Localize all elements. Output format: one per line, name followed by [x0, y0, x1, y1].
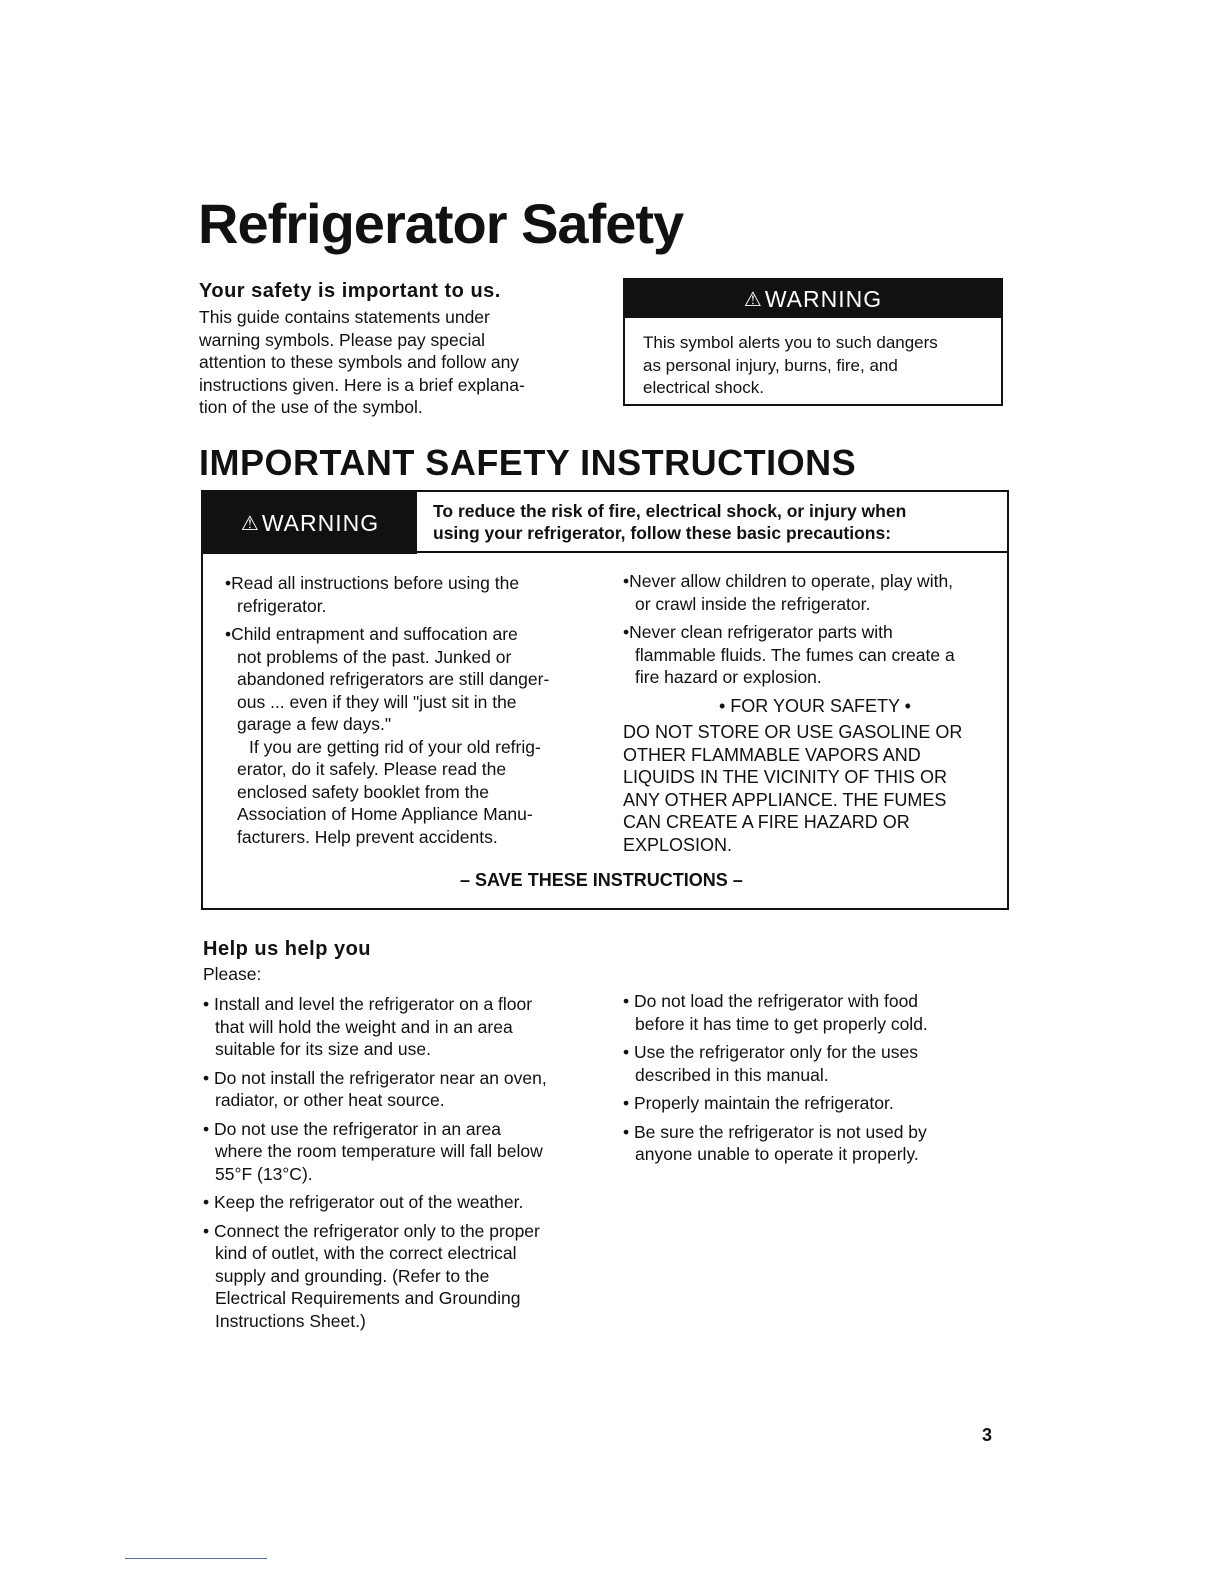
- list-item: • Connect the refrigerator only to the proper kind of outlet, with the correct electrical supply and grounding. (Refer to the Electrical Requirements and Grounding Instructions Sheet.): [203, 1220, 540, 1331]
- warning-banner: [203, 492, 417, 554]
- warning-symbol-box: [623, 278, 1003, 406]
- header-divider: [417, 551, 1009, 553]
- instructions-title: IMPORTANT SAFETY INSTRUCTIONS: [199, 442, 857, 483]
- list-item: • Properly maintain the refrigerator.: [623, 1093, 894, 1113]
- list-item: • Do not use the refrigerator in an area where the room temperature will fall below 55°F (13°C).: [203, 1118, 543, 1184]
- warning-symbol-text: This symbol alerts you to such dangers as personal injury, burns, fire, and electrical shock.: [643, 333, 938, 397]
- list-item: • Keep the refrigerator out of the weather.: [203, 1192, 524, 1212]
- instructions-right-column: [623, 570, 1007, 862]
- list-item: • Install and level the refrigerator on a floor that will hold the weight and in an area suitable for its size and use.: [203, 994, 533, 1059]
- page-number: 3: [982, 1425, 993, 1445]
- list-item: •Read all instructions before using the refrigerator.: [225, 573, 520, 616]
- help-left-column: [203, 993, 603, 1338]
- help-heading: Help us help you: [203, 938, 372, 960]
- warning-triangle-icon: ⚠: [240, 512, 260, 535]
- list-item: •Never allow children to operate, play with, or crawl inside the refrigerator.: [623, 571, 954, 614]
- save-instructions: – SAVE THESE INSTRUCTIONS –: [460, 870, 743, 890]
- safety-instructions-box: [201, 490, 1009, 910]
- scan-artifact-line: [125, 1558, 267, 1559]
- intro-text: This guide contains statements under warning symbols. Please pay special attention to these symbols and follow any instructions given. Here is a brief explana- tion of the use of the symbol.: [199, 307, 525, 417]
- please-label: Please:: [203, 964, 262, 984]
- instructions-left-column: [225, 572, 605, 854]
- gasoline-warning: DO NOT STORE OR USE GASOLINE OR OTHER FLAMMABLE VAPORS AND LIQUIDS IN THE VICINITY OF THIS OR ANY OTHER APPLIANCE. THE FUMES CAN CREATE A FIRE HAZARD OR EXPLOSION.: [623, 722, 963, 855]
- page-title: Refrigerator Safety: [198, 192, 684, 255]
- list-item: • Be sure the refrigerator is not used by anyone unable to operate it properly.: [623, 1121, 927, 1164]
- warning-banner: [625, 280, 1001, 318]
- warning-label: WARNING: [261, 509, 380, 536]
- list-item: •Never clean refrigerator parts with flammable fluids. The fumes can create a fire hazard or explosion.: [623, 622, 955, 687]
- for-your-safety-label: • FOR YOUR SAFETY •: [719, 695, 911, 716]
- list-item: • Do not install the refrigerator near an oven, radiator, or other heat source.: [203, 1067, 547, 1110]
- warning-label: WARNING: [764, 285, 883, 312]
- precautions-header: To reduce the risk of fire, electrical shock, or injury when using your refrigerator, follow these basic precautions:: [433, 501, 907, 543]
- list-item: •Child entrapment and suffocation are not problems of the past. Junked or abandoned refrigerators are still danger- ous ... even if they will "just sit in the garage a few days.": [225, 624, 550, 734]
- list-item: • Use the refrigerator only for the uses described in this manual.: [623, 1042, 919, 1085]
- warning-triangle-icon: ⚠: [743, 288, 763, 311]
- intro-heading: Your safety is important to us.: [199, 280, 501, 302]
- help-right-column: [623, 990, 1003, 1172]
- list-item: • Do not load the refrigerator with food before it has time to get properly cold.: [623, 991, 928, 1034]
- disposal-paragraph: If you are getting rid of your old refrig- erator, do it safely. Please read the enclosed safety booklet from the Association of Home Appliance Manu- facturers. Help prevent accidents.: [237, 736, 541, 847]
